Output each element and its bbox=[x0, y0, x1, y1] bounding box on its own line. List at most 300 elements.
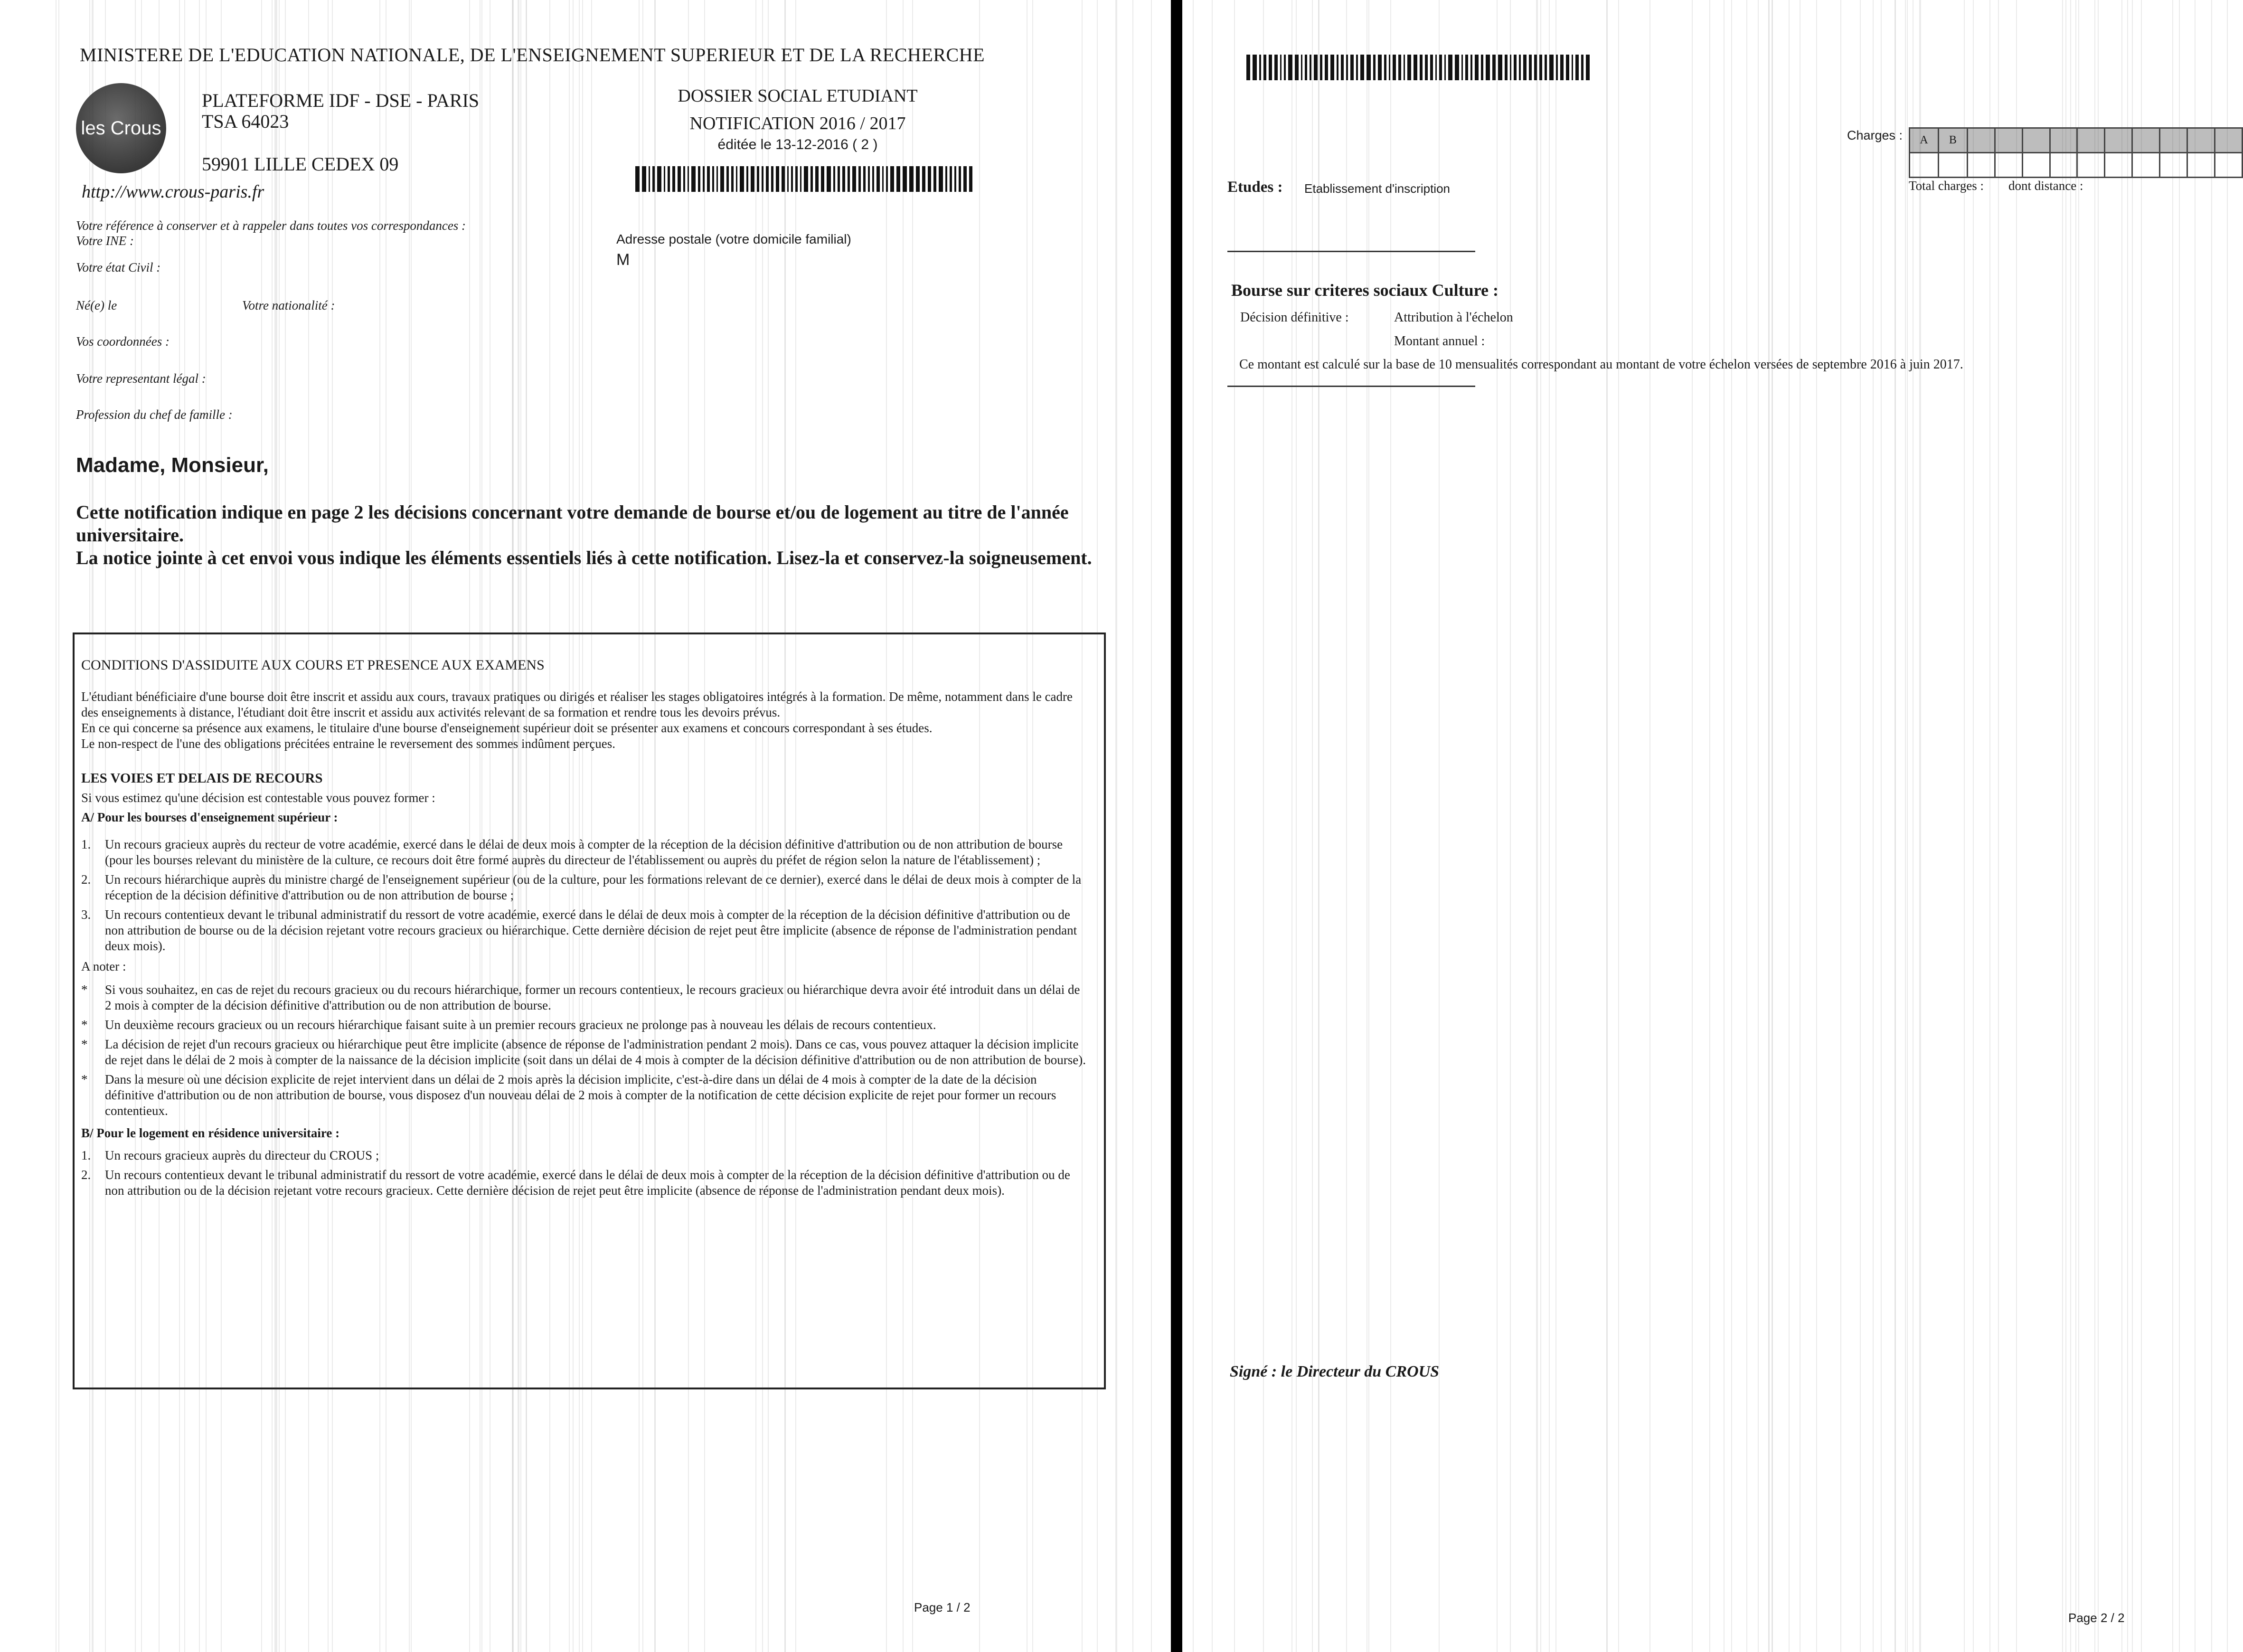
scan-line bbox=[2141, 0, 2142, 1652]
notification-title: NOTIFICATION 2016 / 2017 bbox=[689, 113, 906, 133]
scan-line bbox=[1390, 0, 1391, 1652]
scan-line bbox=[1497, 0, 1498, 1652]
scan-line bbox=[1116, 0, 1117, 1652]
charges-value-cell bbox=[2077, 153, 2105, 178]
barcode-bar bbox=[1253, 55, 1257, 80]
barcode-bar bbox=[848, 166, 850, 192]
barcode-bar bbox=[804, 166, 808, 192]
list-item bbox=[81, 1017, 1088, 1033]
barcode-bar bbox=[1378, 55, 1382, 80]
charges-value-cell bbox=[1967, 153, 1995, 178]
section-a-list bbox=[81, 837, 1088, 954]
barcode-bar bbox=[649, 166, 650, 192]
scan-line bbox=[1649, 0, 1650, 1652]
barcode-bar bbox=[1448, 55, 1452, 80]
barcode-bar bbox=[1404, 55, 1405, 80]
barcode-bar bbox=[1492, 55, 1496, 80]
intro-line-2: La notice jointe à cet envoi vous indique les éléments essentiels liés à cette notification. Lisez-la et conservez-la soigneusement. bbox=[76, 547, 1092, 568]
barcode-bar bbox=[716, 166, 718, 192]
scan-line bbox=[308, 0, 309, 1652]
barcode-bar bbox=[736, 166, 737, 192]
scan-line bbox=[1132, 0, 1133, 1652]
barcode-bar bbox=[771, 166, 773, 192]
scan-line bbox=[795, 0, 796, 1652]
barcode-bar bbox=[842, 166, 845, 192]
barcode-bar bbox=[810, 166, 813, 192]
scan-line bbox=[1032, 0, 1033, 1652]
barcode-bar bbox=[1481, 55, 1483, 80]
barcode-bar bbox=[1586, 55, 1590, 80]
scan-line bbox=[1540, 0, 1541, 1652]
barcode-bar bbox=[1572, 55, 1573, 80]
scan-line bbox=[469, 0, 470, 1652]
barcode-bar bbox=[664, 166, 665, 192]
scan-line bbox=[1439, 0, 1440, 1652]
scan-line bbox=[332, 0, 333, 1652]
page-number: Page 2 / 2 bbox=[2068, 1611, 2125, 1625]
total-charges-label: Total charges : bbox=[1909, 179, 1984, 193]
decision-value: Attribution à l'échelon bbox=[1394, 310, 1513, 325]
barcode-bar bbox=[791, 166, 793, 192]
scan-line bbox=[1296, 0, 1297, 1652]
barcode-bar bbox=[1414, 55, 1417, 80]
scan-line bbox=[1768, 0, 1769, 1652]
barcode-bar bbox=[815, 166, 819, 192]
barcode-bar bbox=[945, 166, 947, 192]
barcode-bar bbox=[1435, 55, 1437, 80]
charges-value-cell bbox=[2187, 153, 2215, 178]
scan-line bbox=[2121, 0, 2122, 1652]
barcode-bar bbox=[1444, 55, 1446, 80]
scan-line bbox=[1115, 0, 1116, 1652]
scan-line bbox=[411, 0, 412, 1652]
scan-line bbox=[762, 0, 763, 1652]
tsa-code: TSA 64023 bbox=[202, 111, 289, 132]
barcode-bar bbox=[776, 166, 779, 192]
charges-value-cell bbox=[1939, 153, 1968, 178]
intro-paragraph bbox=[76, 501, 1130, 569]
barcode-bar bbox=[1337, 55, 1338, 80]
scan-line bbox=[279, 0, 280, 1652]
barcode-bar bbox=[954, 166, 956, 192]
intro-line-1: Cette notification indique en page 2 les décisions concernant votre demande de bourse et/ou de logement au titre de l'année universitaire. bbox=[76, 501, 1069, 546]
barcode-bar bbox=[1420, 55, 1423, 80]
scan-line bbox=[261, 0, 262, 1652]
scan-line bbox=[1346, 0, 1347, 1652]
charges-header-cell bbox=[2160, 128, 2187, 153]
scan-line bbox=[379, 0, 380, 1652]
conditions-paragraph-3: Le non-respect de l'une des obligations précitées entraine le reversement des sommes indûment perçues. bbox=[81, 736, 615, 751]
list-item-text: Un recours hiérarchique auprès du ministre chargé de l'enseignement supérieur (ou de la culture, pour les formations relevant de ce dernier), exercé dans le délai de deux mois à compter de la réception de la décision définitive d'attribution ou de non attribution de bourse ; bbox=[105, 872, 1082, 902]
barcode-bar bbox=[746, 166, 748, 192]
barcode-bar bbox=[959, 166, 961, 192]
barcode-bar bbox=[868, 166, 870, 192]
scan-line bbox=[886, 0, 887, 1652]
scan-line bbox=[654, 0, 655, 1652]
barcode-bar bbox=[1566, 55, 1569, 80]
barcode-bar bbox=[1259, 55, 1261, 80]
barcode-bar bbox=[1373, 55, 1376, 80]
charges-value-cell bbox=[2160, 153, 2187, 178]
scan-line bbox=[480, 0, 481, 1652]
barcode-bar bbox=[1498, 55, 1502, 80]
scan-line bbox=[1907, 0, 1908, 1652]
list-item-number: 2. bbox=[81, 872, 91, 887]
barcode-bar bbox=[838, 166, 840, 192]
list-item-number: 3. bbox=[81, 907, 91, 922]
scan-line bbox=[1758, 0, 1759, 1652]
scan-line bbox=[206, 0, 207, 1652]
conditions-title: CONDITIONS D'ASSIDUITE AUX COURS ET PRESENCE AUX EXAMENS bbox=[81, 657, 545, 673]
charges-value-cell bbox=[2132, 153, 2160, 178]
barcode-bar bbox=[1310, 55, 1311, 80]
scan-line bbox=[159, 0, 160, 1652]
barcode-bar bbox=[821, 166, 824, 192]
barcode-bar bbox=[1305, 55, 1307, 80]
list-item bbox=[81, 1072, 1088, 1119]
scan-line bbox=[1860, 0, 1861, 1652]
barcode-bar bbox=[757, 166, 759, 192]
barcode-bar bbox=[1581, 55, 1583, 80]
scan-line bbox=[328, 0, 329, 1652]
scan-line bbox=[135, 0, 136, 1652]
barcode-bar bbox=[890, 166, 894, 192]
scan-line bbox=[1873, 0, 1874, 1652]
scan-line bbox=[1789, 0, 1790, 1652]
barcode-bar bbox=[858, 166, 861, 192]
scan-line bbox=[1537, 0, 1538, 1652]
charges-value-cell bbox=[2022, 153, 2050, 178]
barcode-bar bbox=[1274, 55, 1278, 80]
scan-line bbox=[549, 0, 550, 1652]
scan-line bbox=[526, 0, 527, 1652]
barcode-bar bbox=[1325, 55, 1328, 80]
scan-line bbox=[2016, 0, 2017, 1652]
scan-line bbox=[579, 0, 580, 1652]
ine-label: Votre INE : bbox=[76, 234, 134, 248]
scan-line bbox=[1097, 0, 1098, 1652]
charges-value-cell bbox=[2105, 153, 2132, 178]
barcode-bar bbox=[1398, 55, 1401, 80]
barcode-bar bbox=[1514, 55, 1517, 80]
scan-line bbox=[1998, 0, 1999, 1652]
list-item-text: Un recours gracieux auprès du recteur de votre académie, exercé dans le délai de deux mois à compter de la réception de la décision définitive d'attribution ou de non attribution de bourse (pour les bourses relevant du ministère de la culture, ce recours doit être formé auprès du directeur de l'établissement ou auprès du préfet de région selon la nature de l'établissement) ; bbox=[105, 837, 1063, 867]
scan-line bbox=[481, 0, 482, 1652]
scan-line bbox=[704, 0, 705, 1652]
scan-line bbox=[642, 0, 643, 1652]
scan-line bbox=[1312, 0, 1313, 1652]
barcode-bar bbox=[720, 166, 724, 192]
charges-value-cell bbox=[2215, 153, 2242, 178]
barcode-bar bbox=[939, 166, 943, 192]
section-b-title: B/ Pour le logement en résidence universitaire : bbox=[81, 1126, 340, 1140]
barcode-bar bbox=[1519, 55, 1521, 80]
barcode-bar bbox=[668, 166, 670, 192]
scan-line bbox=[2070, 0, 2071, 1652]
recours-intro: Si vous estimez qu'une décision est contestable vous pouvez former : bbox=[81, 791, 435, 805]
barcode-bar bbox=[1430, 55, 1433, 80]
barcode-bar bbox=[678, 166, 681, 192]
barcode-bar bbox=[1549, 55, 1554, 80]
scan-line bbox=[2075, 0, 2076, 1652]
barcode-bar bbox=[731, 166, 734, 192]
charges-header-cell bbox=[2215, 128, 2242, 153]
scan-line bbox=[1989, 0, 1990, 1652]
scan-line bbox=[276, 0, 277, 1652]
barcode-bar bbox=[882, 166, 884, 192]
barcode-bar bbox=[1280, 55, 1282, 80]
conditions-box bbox=[73, 632, 1106, 1389]
scan-line bbox=[2078, 0, 2079, 1652]
civil-status-label: Votre état Civil : bbox=[76, 260, 161, 274]
scan-line bbox=[573, 0, 574, 1652]
barcode-bar bbox=[833, 166, 835, 192]
scan-line bbox=[272, 0, 273, 1652]
a-noter-label: A noter : bbox=[81, 959, 126, 973]
list-item-number: * bbox=[81, 982, 88, 997]
scan-line bbox=[89, 0, 90, 1652]
scan-line bbox=[409, 0, 410, 1652]
scan-line bbox=[141, 0, 142, 1652]
list-item-text: Un recours contentieux devant le tribunal administratif du ressort de votre académie, exercé dans le délai de deux mois à compter de la réception de la décision définitive d'attribution ou de non attribution de bourse ou de la décision rejetant votre recours gracieux ou hiérarchique. Cette dernière décision de rejet peut être implicite (absence de réponse de l'administration pendant deux mois). bbox=[105, 907, 1077, 953]
list-item-number: 1. bbox=[81, 1148, 91, 1162]
postal-address-value: M bbox=[616, 251, 630, 269]
edition-date: éditée le 13-12-2016 ( 2 ) bbox=[717, 137, 878, 152]
charges-header-cell bbox=[1967, 128, 1995, 153]
scan-line bbox=[1964, 0, 1965, 1652]
charges-label: Charges : bbox=[1847, 128, 1903, 142]
barcode-bar bbox=[712, 166, 714, 192]
scan-line bbox=[755, 0, 756, 1652]
dossier-title: DOSSIER SOCIAL ETUDIANT bbox=[678, 86, 918, 106]
scan-line bbox=[569, 0, 570, 1652]
scan-line bbox=[2094, 0, 2095, 1652]
barcode-bar bbox=[1384, 55, 1386, 80]
scan-line bbox=[221, 0, 222, 1652]
barcode-bar bbox=[1465, 55, 1468, 80]
studies-label: Etudes : bbox=[1227, 179, 1283, 196]
scan-line bbox=[1263, 0, 1264, 1652]
list-item-text: Un recours gracieux auprès du directeur du CROUS ; bbox=[105, 1148, 379, 1162]
ministry-header: MINISTERE DE L'EDUCATION NATIONALE, DE L'ENSEIGNEMENT SUPERIEUR ET DE LA RECHERCHE bbox=[80, 44, 985, 66]
charges-header-cell bbox=[2077, 128, 2105, 153]
scan-line bbox=[1905, 0, 1906, 1652]
scan-line bbox=[2211, 0, 2212, 1652]
montant-note: Ce montant est calculé sur la base de 10 mensualités correspondant au montant de votre échelon versées de septembre 2016 à juin 2017. bbox=[1239, 357, 1963, 372]
scan-line bbox=[1894, 0, 1895, 1652]
list-item-text: Dans la mesure où une décision explicite de rejet intervient dans un délai de 2 mois après la décision implicite, c'est-à-dire dans un délai de 4 mois à compter de la date de la décision définitive d'attribution ou de non attribution de bourse, vous disposez d'un nouveau délai de 2 mois à compter de la notification de cette décision explicite de rejet pour former un recours contentieux. bbox=[105, 1072, 1056, 1118]
barcode-bar bbox=[1330, 55, 1334, 80]
barcode-bar bbox=[863, 166, 866, 192]
scan-line bbox=[520, 0, 521, 1652]
scan-line bbox=[2065, 0, 2066, 1652]
barcode-bar bbox=[916, 166, 920, 192]
reference-label: Votre référence à conserver et à rappeler dans toutes vos correspondances : bbox=[76, 218, 466, 233]
barcode-bar bbox=[1393, 55, 1396, 80]
barcode-bar bbox=[922, 166, 925, 192]
scan-line bbox=[1291, 0, 1292, 1652]
list-item bbox=[81, 872, 1088, 903]
barcode-bar bbox=[1407, 55, 1411, 80]
list-item bbox=[81, 982, 1088, 1013]
barcode-bar bbox=[1529, 55, 1532, 80]
nationality-label: Votre nationalité : bbox=[242, 298, 335, 312]
barcode-bar bbox=[852, 166, 856, 192]
list-item-text: La décision de rejet d'un recours gracieux ou hiérarchique peut être implicite (absence de réponse de l'administration pendant 2 mois). Dans ce cas, vous pouvez attaquer la décision implicite de rejet dans le délai de 2 mois à compter de la naissance de la décision implicite (soit dans un délai de 4 mois à compter de la décision définitive d'attribution ou de non attribution de bourse). bbox=[105, 1037, 1086, 1067]
barcode-bar bbox=[1284, 55, 1286, 80]
list-item bbox=[81, 837, 1088, 868]
scan-line bbox=[184, 0, 185, 1652]
charges-header-cell bbox=[2022, 128, 2050, 153]
decision-label: Décision définitive : bbox=[1240, 310, 1349, 325]
barcode-bar bbox=[1360, 55, 1364, 80]
legal-representative-label: Votre representant légal : bbox=[76, 371, 206, 386]
scan-line bbox=[1082, 0, 1083, 1652]
charges-header-cell: B bbox=[1939, 128, 1968, 153]
barcode-bar bbox=[698, 166, 700, 192]
conditions-paragraph-1: L'étudiant bénéficiaire d'une bourse doit être inscrit et assidu aux cours, travaux pratiques ou dirigés et réaliser les stages obligatoires intégrés à la formation. De même, notamment dans le cadre des enseignements à distance, l'étudiant doit être inscrit et assidu aux activités relevant de sa formation et rendre tous les devoirs prévus. bbox=[81, 689, 1073, 719]
scan-line bbox=[56, 0, 57, 1652]
barcode-bar bbox=[751, 166, 754, 192]
establishment-label: Etablissement d'inscription bbox=[1304, 181, 1450, 196]
scan-line bbox=[1816, 0, 1817, 1652]
website-link[interactable]: http://www.crous-paris.fr bbox=[82, 182, 264, 202]
charges-header-cell bbox=[2105, 128, 2132, 153]
barcode-bar bbox=[963, 166, 967, 192]
notes-list bbox=[81, 982, 1088, 1119]
charges-header-cell bbox=[2187, 128, 2215, 153]
barcode-bar bbox=[1356, 55, 1358, 80]
platform-name: PLATEFORME IDF - DSE - PARIS bbox=[202, 90, 480, 111]
scan-line bbox=[2132, 0, 2133, 1652]
montant-label: Montant annuel : bbox=[1394, 334, 1485, 349]
crous-logo: les Crous bbox=[76, 83, 166, 173]
barcode-bar bbox=[691, 166, 696, 192]
separator-line bbox=[1227, 251, 1475, 252]
barcode-bar bbox=[928, 166, 931, 192]
barcode-bar bbox=[707, 166, 710, 192]
list-item-text: Si vous souhaitez, en cas de rejet du recours gracieux ou du recours hiérarchique, former un recours contentieux, le recours gracieux ou hiérarchique devra avoir été introduit dans un délai de 2 mois à compter de la décision définitive d'attribution ou de non attribution de bourse. bbox=[105, 982, 1080, 1012]
scan-line bbox=[1920, 0, 1921, 1652]
scan-line bbox=[979, 0, 980, 1652]
scan-line bbox=[2179, 0, 2180, 1652]
scan-line bbox=[1193, 0, 1194, 1652]
scan-line bbox=[912, 0, 913, 1652]
scan-line bbox=[2195, 0, 2196, 1652]
list-item-number: * bbox=[81, 1037, 88, 1051]
barcode-bar bbox=[1455, 55, 1459, 80]
charges-header-cell bbox=[2050, 128, 2077, 153]
bourse-title: Bourse sur criteres sociaux Culture : bbox=[1231, 281, 1498, 300]
page-number: Page 1 / 2 bbox=[914, 1600, 971, 1614]
scan-line bbox=[1973, 0, 1974, 1652]
charges-value-cell bbox=[1910, 153, 1939, 178]
barcode-bar bbox=[950, 166, 952, 192]
barcode-bar bbox=[1246, 55, 1250, 80]
barcode-bar bbox=[1575, 55, 1579, 80]
list-item-text: Un deuxième recours gracieux ou un recours hiérarchique faisant suite à un premier recours gracieux ne prolonge pas à nouveau les délais de recours contentieux. bbox=[105, 1018, 936, 1032]
scan-line bbox=[1881, 0, 1882, 1652]
barcode-bar bbox=[1461, 55, 1463, 80]
scan-line bbox=[199, 0, 200, 1652]
scan-line bbox=[1510, 0, 1511, 1652]
barcode-bar bbox=[787, 166, 789, 192]
barcode-bar bbox=[827, 166, 831, 192]
section-b-list bbox=[81, 1148, 1088, 1199]
scan-line bbox=[1746, 0, 1747, 1652]
barcode-bar bbox=[933, 166, 936, 192]
barcode-bar bbox=[1545, 55, 1547, 80]
city-address: 59901 LILLE CEDEX 09 bbox=[202, 153, 399, 175]
scan-line bbox=[1618, 0, 1619, 1652]
section-a-title: A/ Pour les bourses d'enseignement supérieur : bbox=[81, 810, 338, 824]
barcode-bar bbox=[683, 166, 685, 192]
conditions-paragraph-2: En ce qui concerne sa présence aux examens, le titulaire d'une bourse d'enseignement supérieur doit se présenter aux examens et concours correspondant à ses études. bbox=[81, 721, 933, 735]
scan-line bbox=[1555, 0, 1556, 1652]
scan-line bbox=[1212, 0, 1213, 1652]
barcode-bar bbox=[726, 166, 729, 192]
barcode-bar bbox=[1301, 55, 1302, 80]
barcode-bar bbox=[1560, 55, 1564, 80]
barcode-bar bbox=[1314, 55, 1318, 80]
barcode-bar bbox=[1505, 55, 1508, 80]
barcode-bar bbox=[1350, 55, 1354, 80]
barcode-bar bbox=[1269, 55, 1272, 80]
postal-address-label: Adresse postale (votre domicile familial) bbox=[616, 232, 851, 246]
separator-line bbox=[1227, 386, 1475, 387]
coordinates-label: Vos coordonnées : bbox=[76, 334, 170, 349]
scan-line bbox=[1368, 0, 1369, 1652]
barcode-bar bbox=[672, 166, 675, 192]
scan-line bbox=[1724, 0, 1725, 1652]
scan-line bbox=[688, 0, 689, 1652]
list-item bbox=[81, 1148, 1088, 1163]
barcode-bar bbox=[1486, 55, 1490, 80]
scan-line bbox=[93, 0, 94, 1652]
barcode-bar bbox=[800, 166, 801, 192]
scan-line bbox=[518, 0, 519, 1652]
scan-line bbox=[513, 0, 514, 1652]
family-head-profession-label: Profession du chef de famille : bbox=[76, 407, 233, 422]
scan-line bbox=[2098, 0, 2099, 1652]
list-item-number: 2. bbox=[81, 1168, 91, 1182]
scan-line bbox=[1709, 0, 1710, 1652]
barcode-bar bbox=[1341, 55, 1344, 80]
scan-line bbox=[1549, 0, 1550, 1652]
notification-page-2 bbox=[1182, 0, 2243, 1652]
barcode-bar bbox=[1523, 55, 1527, 80]
scan-line bbox=[105, 0, 106, 1652]
scan-line bbox=[2062, 0, 2063, 1652]
barcode-bar bbox=[969, 166, 972, 192]
barcode-bar bbox=[1320, 55, 1322, 80]
scan-line bbox=[768, 0, 769, 1652]
birth-date-label: Né(e) le bbox=[76, 298, 117, 312]
scan-line bbox=[2227, 0, 2228, 1652]
list-item-number: * bbox=[81, 1018, 88, 1032]
barcode bbox=[635, 166, 975, 192]
greeting: Madame, Monsieur, bbox=[76, 453, 269, 477]
list-item bbox=[81, 1037, 1088, 1068]
barcode-bar bbox=[657, 166, 661, 192]
barcode-bar bbox=[896, 166, 900, 192]
signature: Signé : le Directeur du CROUS bbox=[1230, 1363, 1440, 1380]
distance-label: dont distance : bbox=[2008, 179, 2083, 193]
scan-line bbox=[784, 0, 785, 1652]
scan-line bbox=[2127, 0, 2128, 1652]
barcode-bar bbox=[740, 166, 744, 192]
list-item bbox=[81, 907, 1088, 954]
